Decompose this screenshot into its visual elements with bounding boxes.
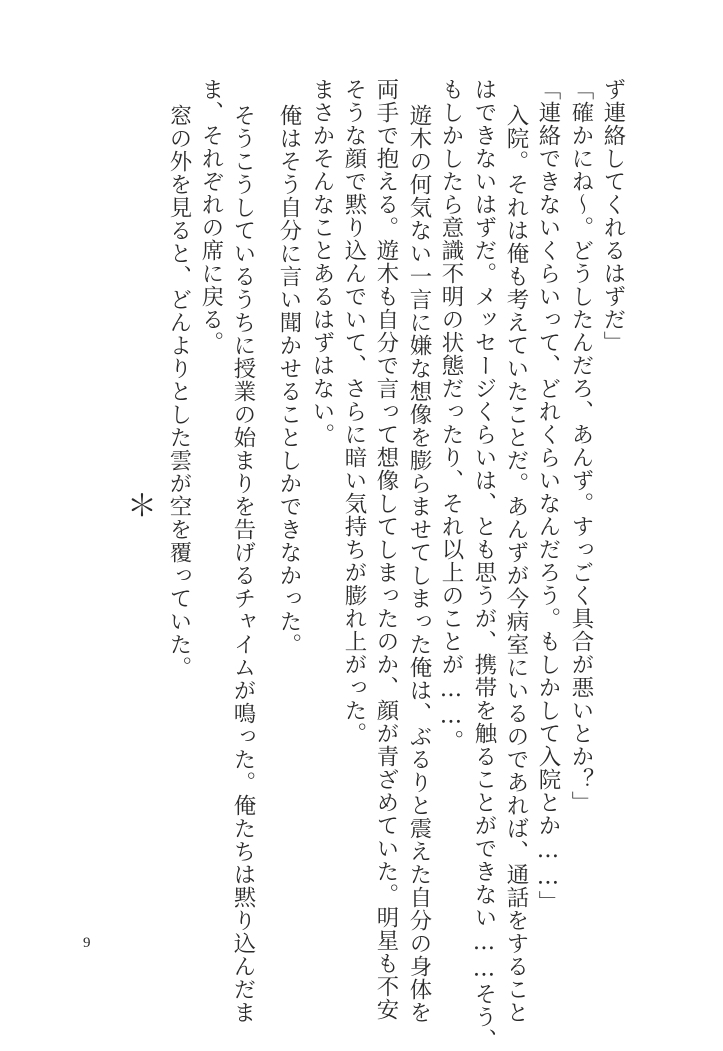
text-line-3: 「連絡できないくらいって、どれくらいなんだろう。もしかして入院とか……」	[535, 78, 561, 914]
text-line-7: 遊木の何気ない一言に嫌な想像を膨らませてしまった俺は、ぶるりと震えた自分の身体を	[406, 104, 432, 1024]
text-line-8: 両手で抱える。遊木も自分で言って想像してしまったのか、顔が青ざめていた。明星も不安	[373, 78, 399, 1021]
page-number: 9	[83, 935, 91, 951]
text-line-10: まさかそんなことあるはずはない。	[309, 78, 335, 446]
text-line-4: 入院。それは俺も考えていたことだ。あんずが今病室にいるのであれば、通話をすること	[503, 104, 529, 1024]
text-line-9: そうな顔で黙り込んでいて、さらに暗い気持ちが膨れ上がった。	[341, 78, 367, 745]
text-line-12: そうこうしているうちに授業の始まりを告げるチャイムが鳴った。俺たちは黙り込んだま	[230, 104, 256, 1024]
text-line-6: もしかしたら意識不明の状態だったり、それ以上のことが……。	[438, 78, 464, 753]
scene-break-asterisk: ＊	[127, 489, 157, 524]
text-line-11: 俺はそう自分に言い聞かせることしかできなかった。	[276, 104, 302, 656]
text-line-1: ず連絡してくれるはずだ」	[600, 78, 626, 354]
text-line-13: ま、それぞれの席に戻る。	[198, 78, 224, 354]
text-line-2: 「確かにね〜。どうしたんだろ、あんず。すっごく具合が悪いとか？」	[568, 78, 594, 814]
text-line-5: はできないはずだ。メッセージくらいは、とも思うが、携帯を触ることができない……そう、	[471, 78, 497, 1051]
text-line-14: 窓の外を見ると、どんよりとした雲が空を覆っていた。	[166, 104, 192, 679]
